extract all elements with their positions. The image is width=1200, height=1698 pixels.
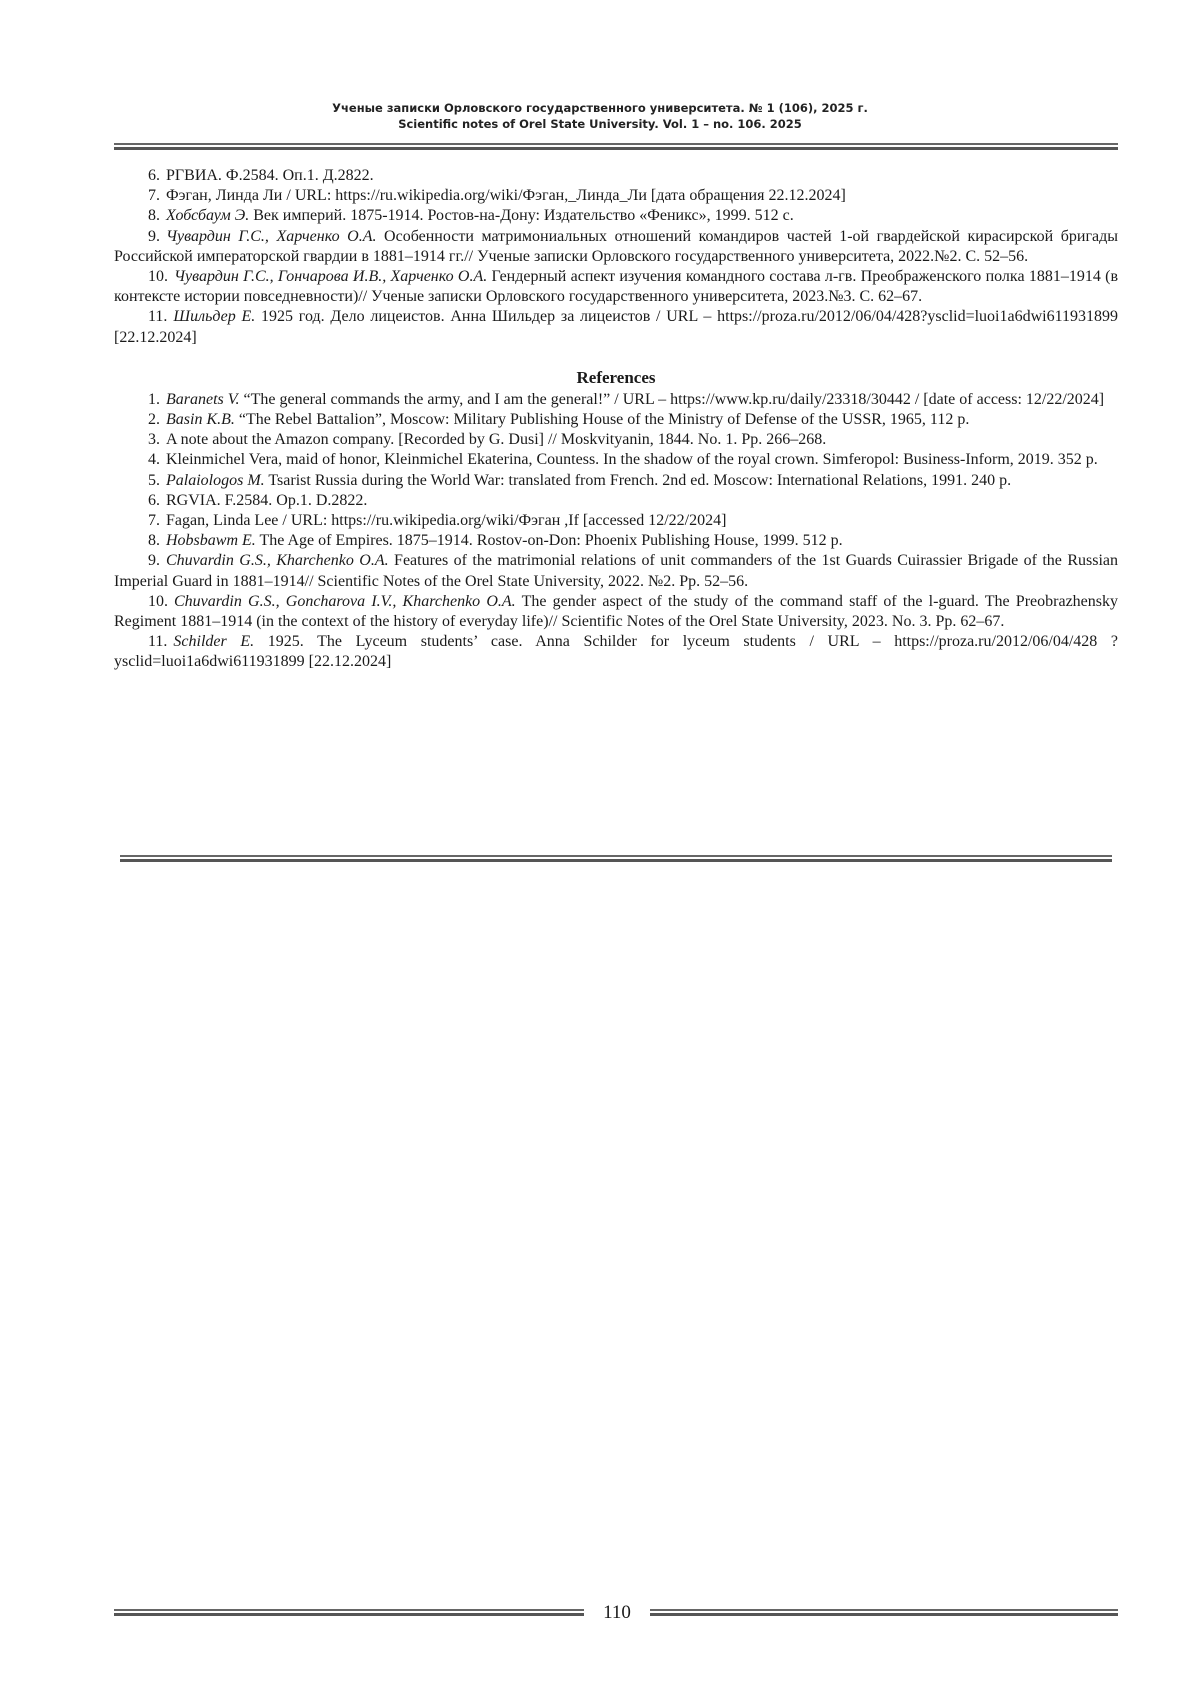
reference-author: Хобсбаум Э. (166, 207, 250, 225)
reference-author: Basin K.B. (166, 411, 235, 429)
reference-item (114, 632, 1118, 672)
reference-text: RGVIA. F.2584. Op.1. D.2822. (166, 491, 368, 509)
footer-rule-left (114, 1609, 584, 1616)
page-footer (114, 1601, 1118, 1625)
page-number: 110 (603, 1602, 631, 1623)
reference-author: Hobsbawm E. (166, 532, 256, 550)
reference-number: 4. (148, 451, 160, 469)
reference-text: “The general commands the army, and I am the general!” / URL – https://www.kp.ru/daily/23318/30442 / [date of access: 12/22/2024] (239, 390, 1105, 408)
reference-item (114, 511, 1118, 531)
reference-number: 10. (148, 268, 168, 286)
reference-text: Features of the matrimonial relations of unit commanders of the 1st Guards Cuirassier Brigade of the Russian Imperial Guard in 1881–1914// Scientific Notes of the Orel State University, 2022. №2. Pp. 52–56. (114, 552, 1119, 590)
reference-author: Chuvardin G.S., Kharchenko O.A. (166, 552, 389, 570)
reference-text: Kleinmichel Vera, maid of honor, Kleinmichel Ekaterina, Countess. In the shadow of the royal crown. Simferopol: Business-Inform, 2019. 352 p. (166, 451, 1098, 469)
reference-item (114, 390, 1118, 410)
journal-header (0, 100, 1200, 132)
journal-header-ru: Ученые записки Орловского государственного университета. № 1 (106), 2025 г. (332, 101, 868, 115)
reference-number: 7. (148, 187, 160, 205)
reference-number: 2. (148, 411, 160, 429)
reference-number: 8. (148, 532, 160, 550)
reference-item (114, 186, 1118, 206)
reference-number: 1. (148, 390, 160, 408)
reference-text: Fagan, Linda Lee / URL: https://ru.wikipedia.org/wiki/Фэган ,If [accessed 12/22/2024] (166, 512, 727, 530)
reference-item (114, 592, 1118, 632)
english-reference-list (114, 390, 1118, 673)
reference-item (114, 307, 1118, 347)
reference-number: 10. (148, 592, 168, 610)
reference-author: Schilder E. (173, 633, 255, 651)
reference-item (114, 430, 1118, 450)
reference-author: Шильдер Е. (173, 308, 256, 326)
reference-text: Tsarist Russia during the World War: translated from French. 2nd ed. Moscow: International Relations, 1991. 240 p. (264, 471, 1012, 489)
reference-number: 11. (148, 308, 168, 326)
reference-author: Чувардин Г.С., Гончарова И.В., Харченко О.А. (174, 268, 488, 286)
reference-text: Век империй. 1875-1914. Ростов-на-Дону: Издательство «Феникс», 1999. 512 с. (249, 207, 794, 225)
russian-reference-list (114, 166, 1118, 348)
journal-header-en: Scientific notes of Orel State University. Vol. 1 – no. 106. 2025 (398, 117, 802, 131)
reference-text: Фэган, Линда Ли / URL: https://ru.wikipedia.org/wiki/Фэган,_Линда_Ли [дата обращения 22.12.2024] (166, 187, 846, 205)
references-heading: References (576, 367, 656, 387)
reference-text: “The Rebel Battalion”, Moscow: Military Publishing House of the Ministry of Defense of the USSR, 1965, 112 p. (234, 411, 970, 429)
reference-text: The gender aspect of the study of the command staff of the l-guard. The Preobrazhensky Regiment 1881–1914 (in the context of the history of everyday life)// Scientific Notes of the Orel State University, 2023. No. 3. Pp. 62–67. (114, 592, 1118, 631)
reference-number: 7. (148, 512, 160, 530)
header-divider (114, 143, 1118, 150)
reference-item (114, 450, 1118, 470)
reference-item (114, 166, 1118, 186)
reference-item (114, 491, 1118, 511)
reference-author: Chuvardin G.S., Goncharova I.V., Kharchenko O.A. (174, 592, 516, 610)
reference-list (114, 166, 1118, 673)
reference-author: Чувардин Г.С., Харченко О.А. (166, 227, 377, 245)
reference-item (114, 267, 1118, 307)
reference-number: 11. (148, 633, 168, 651)
reference-item (114, 227, 1118, 267)
reference-text: РГВИА. Ф.2584. Оп.1. Д.2822. (166, 167, 374, 184)
reference-text: Особенности матримониальных отношений командиров частей 1-ой гвардейской кирасирской бригады Российской императорской гвардии в 1881–1914 гг.// Ученые записки Орловского государственного университета, 2022.№2. С. 52–56. (114, 227, 1118, 265)
reference-text: 1925 год. Дело лицеистов. Анна Шильдер за лицеистов / URL – https://proza.ru/2012/06/04/428?ysclid=luoi1a6dwi611931899 [22.12.2024] (114, 308, 1119, 346)
reference-number: 6. (148, 491, 160, 509)
reference-text: A note about the Amazon company. [Recorded by G. Dusi] // Moskvityanin, 1844. No. 1. Pp. 266–268. (166, 431, 827, 449)
reference-text: 1925. The Lyceum students’ case. Anna Schilder for lyceum students / URL – https://proza.ru/2012/06/04/428 ?ysclid=luoi1a6dwi611931899 [22.12.2024] (114, 633, 1119, 671)
reference-text: The Age of Empires. 1875–1914. Rostov-on-Don: Phoenix Publishing House, 1999. 512 p. (255, 532, 843, 550)
reference-number: 6. (148, 167, 160, 184)
reference-author: Baranets V. (166, 390, 240, 408)
reference-number: 5. (148, 471, 160, 489)
reference-text: Гендерный аспект изучения командного состава л-гв. Преображенского полка 1881–1914 (в контексте истории повседневности)// Ученые записки Орловского государственного университета, 2023.№3. С. 62–67. (114, 268, 1119, 306)
reference-item (114, 206, 1118, 226)
reference-item (114, 471, 1118, 491)
reference-number: 9. (148, 552, 160, 570)
reference-number: 9. (148, 227, 160, 245)
section-end-divider (120, 855, 1112, 862)
reference-number: 8. (148, 207, 160, 225)
reference-item (114, 531, 1118, 551)
footer-rule-right (650, 1609, 1118, 1616)
reference-item (114, 551, 1118, 591)
reference-author: Palaiologos M. (166, 471, 265, 489)
reference-item (114, 410, 1118, 430)
reference-number: 3. (148, 431, 160, 449)
